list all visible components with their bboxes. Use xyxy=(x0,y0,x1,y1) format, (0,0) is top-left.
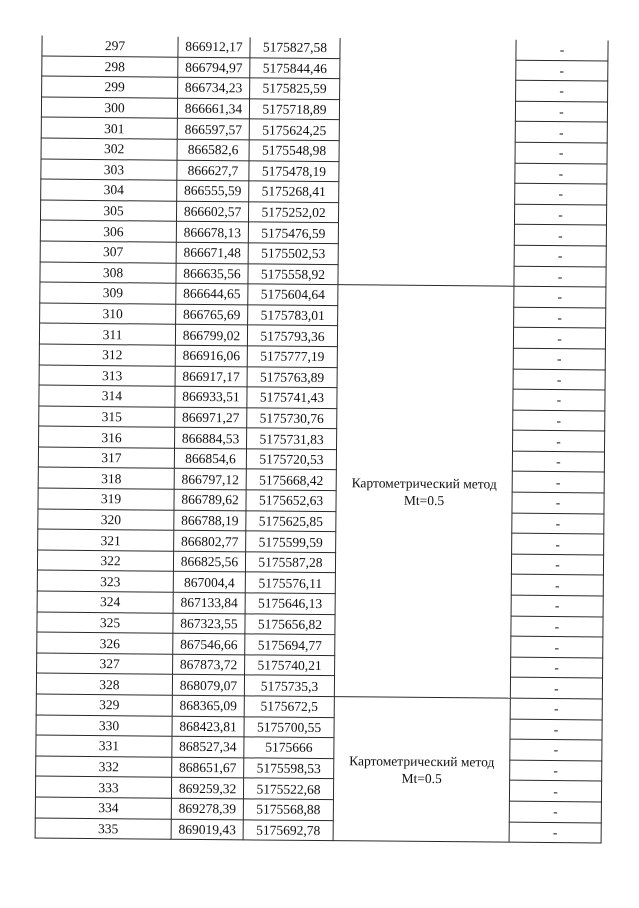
method-cell xyxy=(334,285,514,698)
point-number-cell: 304 xyxy=(41,179,177,201)
y-coordinate-cell: 5175692,78 xyxy=(243,819,333,840)
y-coordinate-cell: 5175668,42 xyxy=(246,469,336,490)
point-number-cell: 320 xyxy=(38,509,174,531)
point-number-cell: 324 xyxy=(37,591,173,613)
x-coordinate-cell: 866635,56 xyxy=(176,263,248,284)
point-number-cell: 309 xyxy=(40,282,176,304)
x-coordinate-cell: 869278,39 xyxy=(171,798,243,819)
y-coordinate-cell: 5175763,89 xyxy=(247,366,337,387)
x-coordinate-cell: 866971,27 xyxy=(175,407,247,428)
accuracy-cell: - xyxy=(513,389,605,410)
point-number-cell: 303 xyxy=(41,159,177,181)
accuracy-cell: - xyxy=(511,657,603,678)
point-number-cell: 334 xyxy=(35,797,171,819)
y-coordinate-cell: 5175587,28 xyxy=(245,552,335,573)
x-coordinate-cell: 866884,53 xyxy=(175,428,247,449)
point-number-cell: 311 xyxy=(39,323,175,345)
accuracy-cell: - xyxy=(512,513,604,534)
y-coordinate-cell: 5175604,64 xyxy=(248,284,338,305)
y-coordinate-cell: 5175783,01 xyxy=(248,305,338,326)
x-coordinate-cell: 866912,17 xyxy=(178,37,250,58)
table-row xyxy=(35,818,601,844)
point-number-cell: 321 xyxy=(38,529,174,551)
accuracy-cell: - xyxy=(515,163,607,184)
point-number-cell: 312 xyxy=(39,344,175,366)
accuracy-cell: - xyxy=(510,678,602,699)
accuracy-cell: - xyxy=(510,698,602,719)
method-name xyxy=(342,161,513,162)
point-number-cell: 301 xyxy=(41,117,177,139)
y-coordinate-cell: 5175827,58 xyxy=(250,37,340,58)
y-coordinate-cell: 5175666 xyxy=(244,737,334,758)
y-coordinate-cell: 5175740,21 xyxy=(245,655,335,676)
x-coordinate-cell: 866794,97 xyxy=(178,57,250,78)
y-coordinate-cell: 5175598,53 xyxy=(244,758,334,779)
point-number-cell: 328 xyxy=(36,673,172,695)
accuracy-cell: - xyxy=(516,60,608,81)
accuracy-cell: - xyxy=(514,225,606,246)
accuracy-cell: - xyxy=(514,204,606,225)
x-coordinate-cell: 866789,62 xyxy=(174,489,246,510)
y-coordinate-cell: 5175625,85 xyxy=(246,511,336,532)
point-number-cell: 323 xyxy=(37,570,173,592)
y-coordinate-cell: 5175548,98 xyxy=(249,140,339,161)
point-number-cell: 297 xyxy=(42,36,178,57)
point-number-cell: 329 xyxy=(36,694,172,716)
point-number-cell: 318 xyxy=(38,468,174,490)
point-number-cell: 327 xyxy=(37,653,173,675)
accuracy-cell: - xyxy=(512,430,604,451)
point-number-cell: 300 xyxy=(41,97,177,119)
x-coordinate-cell: 866765,69 xyxy=(176,304,248,325)
x-coordinate-cell: 866933,51 xyxy=(175,386,247,407)
coordinates-table xyxy=(35,36,609,844)
accuracy-cell: - xyxy=(513,369,605,390)
accuracy-cell: - xyxy=(515,142,607,163)
accuracy-cell: - xyxy=(510,719,602,740)
accuracy-cell: - xyxy=(511,616,603,637)
y-coordinate-cell: 5175522,68 xyxy=(243,778,333,799)
point-number-cell: 315 xyxy=(39,406,175,428)
y-coordinate-cell: 5175478,19 xyxy=(249,160,339,181)
point-number-cell: 299 xyxy=(42,76,178,98)
x-coordinate-cell: 866678,13 xyxy=(176,222,248,243)
accuracy-cell: - xyxy=(514,307,606,328)
accuracy-cell: - xyxy=(514,286,606,307)
method-cell xyxy=(333,697,510,843)
method-name: Картометрический метод xyxy=(351,474,497,492)
accuracy-cell: - xyxy=(516,80,608,101)
y-coordinate-cell: 5175777,19 xyxy=(247,346,337,367)
x-coordinate-cell: 867546,66 xyxy=(173,633,245,654)
accuracy-cell: - xyxy=(512,533,604,554)
point-number-cell: 333 xyxy=(35,776,171,798)
x-coordinate-cell: 866825,56 xyxy=(173,551,245,572)
point-number-cell: 331 xyxy=(36,735,172,757)
x-coordinate-cell: 866797,12 xyxy=(174,469,246,490)
x-coordinate-cell: 868365,09 xyxy=(172,695,244,716)
x-coordinate-cell: 866644,65 xyxy=(176,283,248,304)
point-number-cell: 335 xyxy=(35,818,171,840)
point-number-cell: 298 xyxy=(42,56,178,78)
y-coordinate-cell: 5175599,59 xyxy=(246,531,336,552)
y-coordinate-cell: 5175568,88 xyxy=(243,799,333,820)
y-coordinate-cell: 5175741,43 xyxy=(247,387,337,408)
accuracy-cell: - xyxy=(512,492,604,513)
coordinates-table-body xyxy=(35,36,608,844)
point-number-cell: 316 xyxy=(39,426,175,448)
method-accuracy-value: Mt=0.5 xyxy=(401,770,442,786)
point-number-cell: 313 xyxy=(39,365,175,387)
y-coordinate-cell: 5175844,46 xyxy=(250,57,340,78)
y-coordinate-cell: 5175476,59 xyxy=(248,222,338,243)
accuracy-cell: - xyxy=(511,575,603,596)
x-coordinate-cell: 866802,77 xyxy=(174,530,246,551)
accuracy-cell: - xyxy=(512,472,604,493)
x-coordinate-cell: 866734,23 xyxy=(178,77,250,98)
y-coordinate-cell: 5175624,25 xyxy=(249,119,339,140)
x-coordinate-cell: 868527,34 xyxy=(172,736,244,757)
x-coordinate-cell: 866671,48 xyxy=(176,242,248,263)
x-coordinate-cell: 867004,4 xyxy=(173,572,245,593)
x-coordinate-cell: 866627,7 xyxy=(177,160,249,181)
accuracy-cell: - xyxy=(513,327,605,348)
point-number-cell: 307 xyxy=(40,241,176,263)
x-coordinate-cell: 866916,06 xyxy=(175,345,247,366)
accuracy-cell: - xyxy=(510,760,602,781)
x-coordinate-cell: 866602,57 xyxy=(176,201,248,222)
x-coordinate-cell: 869019,43 xyxy=(171,819,243,840)
x-coordinate-cell: 866555,59 xyxy=(177,180,249,201)
point-number-cell: 317 xyxy=(38,447,174,469)
y-coordinate-cell: 5175731,83 xyxy=(247,428,337,449)
x-coordinate-cell: 866661,34 xyxy=(177,98,249,119)
y-coordinate-cell: 5175700,55 xyxy=(244,716,334,737)
y-coordinate-cell: 5175268,41 xyxy=(249,181,339,202)
y-coordinate-cell: 5175558,92 xyxy=(248,263,338,284)
x-coordinate-cell: 866854,6 xyxy=(174,448,246,469)
accuracy-cell: - xyxy=(511,595,603,616)
point-number-cell: 326 xyxy=(37,632,173,654)
point-number-cell: 319 xyxy=(38,488,174,510)
point-number-cell: 308 xyxy=(40,262,176,284)
y-coordinate-cell: 5175502,53 xyxy=(248,243,338,264)
accuracy-cell: - xyxy=(515,122,607,143)
x-coordinate-cell: 866597,57 xyxy=(177,119,249,140)
x-coordinate-cell: 866788,19 xyxy=(174,510,246,531)
method-cell xyxy=(338,38,516,286)
accuracy-cell: - xyxy=(512,451,604,472)
y-coordinate-cell: 5175672,5 xyxy=(244,696,334,717)
x-coordinate-cell: 869259,32 xyxy=(171,778,243,799)
accuracy-cell: - xyxy=(509,822,601,843)
y-coordinate-cell: 5175252,02 xyxy=(248,202,338,223)
accuracy-cell: - xyxy=(513,348,605,369)
accuracy-cell: - xyxy=(515,183,607,204)
point-number-cell: 305 xyxy=(40,200,176,222)
accuracy-cell: - xyxy=(511,554,603,575)
point-number-cell: 314 xyxy=(39,385,175,407)
point-number-cell: 332 xyxy=(36,756,172,778)
accuracy-cell: - xyxy=(511,636,603,657)
method-accuracy-value xyxy=(342,161,513,162)
y-coordinate-cell: 5175694,77 xyxy=(245,634,335,655)
y-coordinate-cell: 5175825,59 xyxy=(250,78,340,99)
accuracy-cell: - xyxy=(510,739,602,760)
y-coordinate-cell: 5175656,82 xyxy=(245,613,335,634)
accuracy-cell: - xyxy=(513,410,605,431)
x-coordinate-cell: 867133,84 xyxy=(173,592,245,613)
point-number-cell: 302 xyxy=(41,138,177,160)
accuracy-cell: - xyxy=(509,801,601,822)
x-coordinate-cell: 867323,55 xyxy=(173,613,245,634)
x-coordinate-cell: 867873,72 xyxy=(173,654,245,675)
method-name: Картометрический метод xyxy=(349,752,495,770)
x-coordinate-cell: 868651,67 xyxy=(172,757,244,778)
y-coordinate-cell: 5175576,11 xyxy=(245,572,335,593)
y-coordinate-cell: 5175720,53 xyxy=(246,449,336,470)
accuracy-cell: - xyxy=(514,266,606,287)
y-coordinate-cell: 5175718,89 xyxy=(249,99,339,120)
x-coordinate-cell: 866799,02 xyxy=(175,325,247,346)
x-coordinate-cell: 868079,07 xyxy=(172,675,244,696)
y-coordinate-cell: 5175793,36 xyxy=(247,325,337,346)
x-coordinate-cell: 868423,81 xyxy=(172,716,244,737)
x-coordinate-cell: 866917,17 xyxy=(175,366,247,387)
x-coordinate-cell: 866582,6 xyxy=(177,139,249,160)
point-number-cell: 310 xyxy=(40,303,176,325)
y-coordinate-cell: 5175730,76 xyxy=(247,408,337,429)
accuracy-cell: - xyxy=(509,781,601,802)
y-coordinate-cell: 5175652,63 xyxy=(246,490,336,511)
accuracy-cell: - xyxy=(515,101,607,122)
point-number-cell: 322 xyxy=(37,550,173,572)
accuracy-cell: - xyxy=(514,245,606,266)
point-number-cell: 330 xyxy=(36,715,172,737)
point-number-cell: 325 xyxy=(37,612,173,634)
y-coordinate-cell: 5175646,13 xyxy=(245,593,335,614)
point-number-cell: 306 xyxy=(40,220,176,242)
method-accuracy-value: Mt=0.5 xyxy=(403,492,445,508)
accuracy-cell: - xyxy=(516,40,608,61)
y-coordinate-cell: 5175735,3 xyxy=(244,675,334,696)
